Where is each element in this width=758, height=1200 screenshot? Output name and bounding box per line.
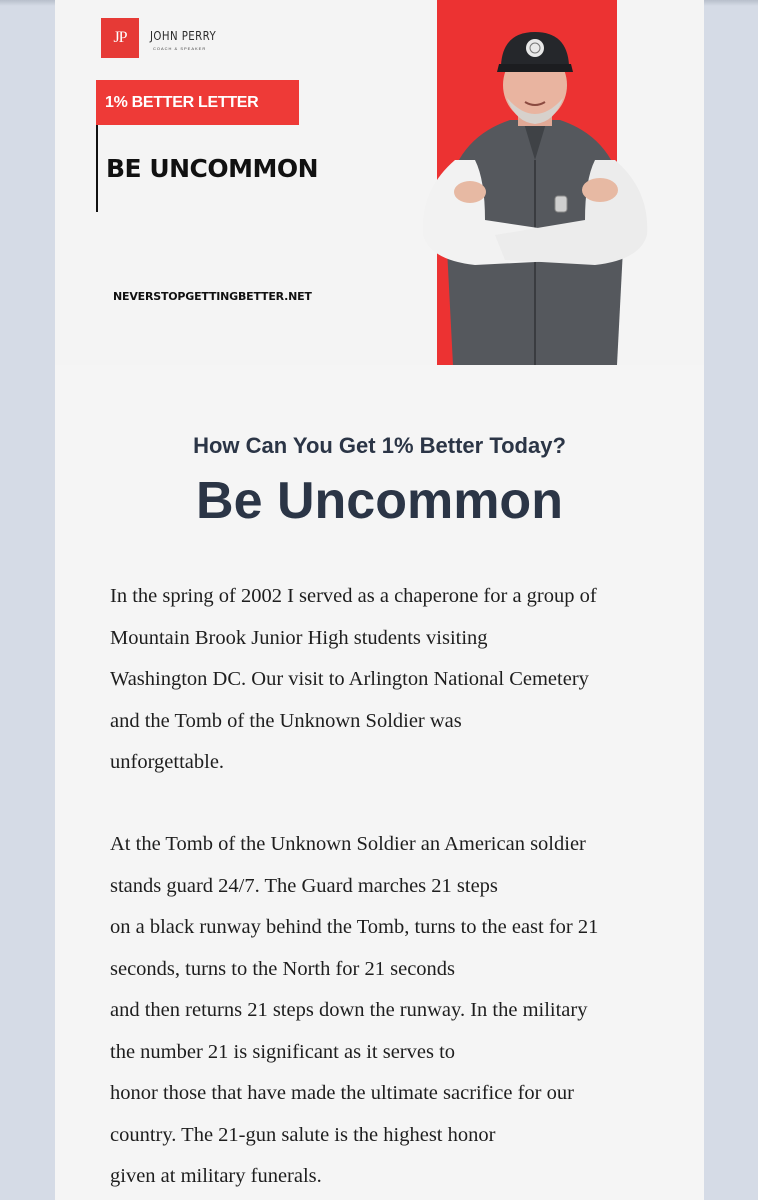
article-subtitle: How Can You Get 1% Better Today? bbox=[193, 433, 566, 458]
paragraph-line: unforgettable. bbox=[110, 751, 225, 773]
hero-title: BE UNCOMMON bbox=[106, 154, 319, 183]
paragraph-line: country. The 21-gun salute is the highest honor bbox=[110, 1123, 496, 1146]
paragraph-2 bbox=[110, 824, 670, 1198]
website-link[interactable]: NEVERSTOPGETTINGBETTER.NET bbox=[113, 290, 312, 303]
paragraph-line: honor those that have made the ultimate sacrifice for our bbox=[110, 1082, 574, 1104]
newsletter-email bbox=[55, 0, 704, 1200]
paragraph-line: on a black runway behind the Tomb, turns to the east for 21 bbox=[110, 916, 599, 938]
paragraph-line: stands guard 24/7. The Guard marches 21 steps bbox=[110, 874, 498, 897]
paragraph-line: the number 21 is significant as it serves to bbox=[110, 1040, 456, 1063]
paragraph-line: given at military funerals. bbox=[110, 1165, 322, 1187]
paragraph-line: and the Tomb of the Unknown Soldier was bbox=[110, 709, 462, 732]
paragraph-line: and then returns 21 steps down the runway. In the military bbox=[110, 999, 588, 1021]
letter-tag: 1% BETTER LETTER bbox=[96, 80, 299, 125]
hero-banner bbox=[55, 0, 704, 365]
coach-photo bbox=[415, 20, 655, 365]
logo-name: JOHN PERRY bbox=[150, 29, 217, 43]
paragraph-line: At the Tomb of the Unknown Soldier an American soldier bbox=[110, 833, 586, 855]
paragraph-line: seconds, turns to the North for 21 seconds bbox=[110, 957, 456, 980]
paragraph-line: In the spring of 2002 I served as a chaperone for a group of bbox=[110, 585, 597, 607]
logo-tagline: COACH & SPEAKER bbox=[153, 46, 207, 51]
article-title: Be Uncommon bbox=[196, 472, 563, 530]
paragraph-line: Mountain Brook Junior High students visiting bbox=[110, 626, 488, 649]
paragraph-line: Washington DC. Our visit to Arlington National Cemetery bbox=[110, 668, 589, 690]
logo-mark: JP bbox=[101, 18, 139, 58]
paragraph-1 bbox=[110, 576, 670, 784]
